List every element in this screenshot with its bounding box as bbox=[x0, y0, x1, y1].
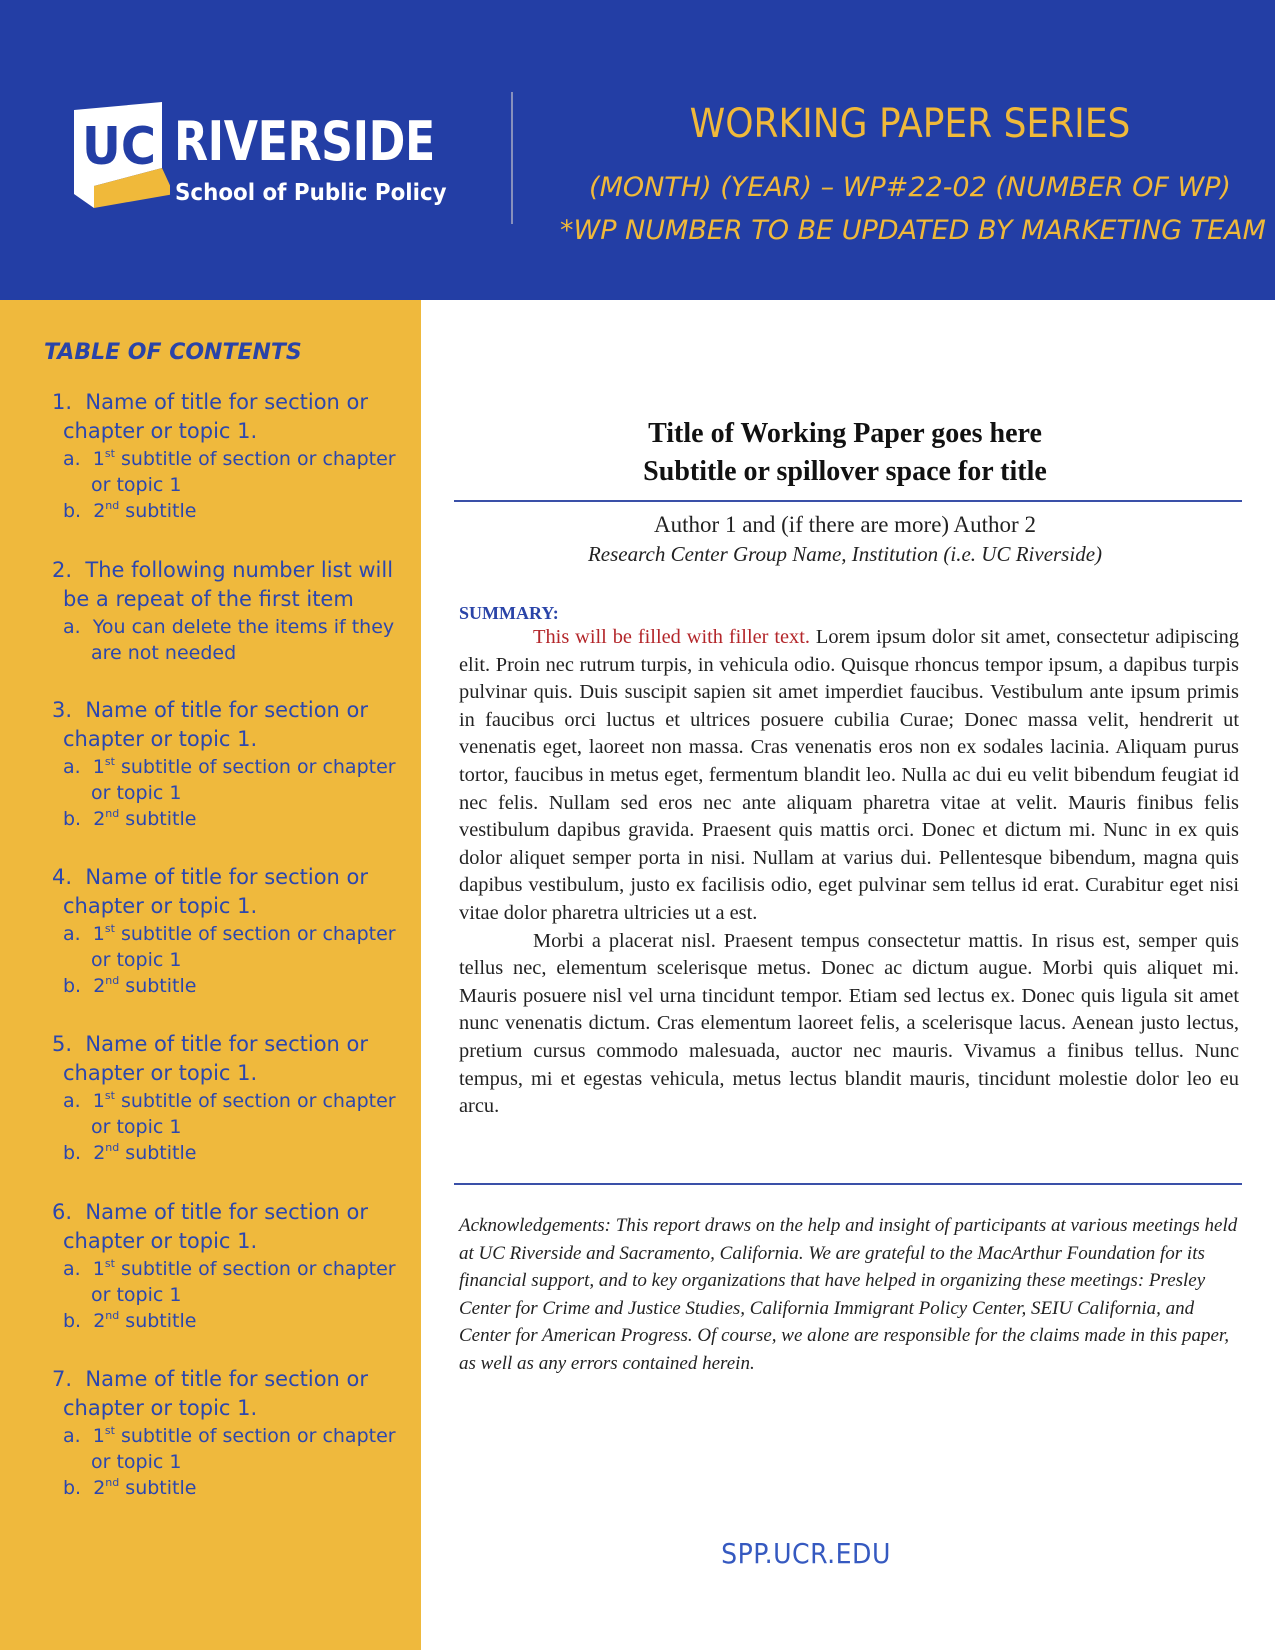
toc-item-continued[interactable] bbox=[63, 1059, 257, 1087]
toc-subitem-text: are not needed bbox=[91, 642, 237, 664]
toc-subitem[interactable] bbox=[63, 806, 196, 832]
toc-item[interactable] bbox=[52, 1198, 368, 1226]
toc-item-continued[interactable] bbox=[63, 1394, 257, 1422]
toc-subitem-letter: a. bbox=[63, 1258, 81, 1280]
toc-subitem[interactable] bbox=[63, 1256, 396, 1282]
header-banner bbox=[0, 0, 1275, 300]
toc-item[interactable] bbox=[52, 556, 393, 584]
ack-rule bbox=[454, 1183, 1242, 1185]
toc-subitem-letter: b. bbox=[63, 1142, 82, 1164]
series-subtitle-line2: *WP NUMBER TO BE UPDATED BY MARKETING TEAM bbox=[560, 215, 1266, 246]
summary-body bbox=[459, 624, 1239, 1121]
toc-subitem-ordinal-suffix: st bbox=[104, 1423, 115, 1437]
toc-subitem-ordinal: 2 bbox=[93, 808, 106, 830]
toc-subitem-letter: b. bbox=[63, 500, 82, 522]
toc-subitem-ordinal: 2 bbox=[93, 1310, 106, 1332]
toc-item-title: Name of title for section or bbox=[85, 1032, 369, 1056]
toc-item-number: 1. bbox=[52, 390, 73, 414]
toc-subitem-text: subtitle of section or chapter bbox=[114, 1425, 396, 1447]
toc-subitem[interactable] bbox=[63, 614, 394, 640]
toc-item-title: Name of title for section or bbox=[85, 1367, 369, 1391]
toc-subitem-letter: b. bbox=[63, 1477, 82, 1499]
series-title: WORKING PAPER SERIES bbox=[689, 101, 1131, 147]
toc-subitem-letter: a. bbox=[63, 616, 81, 638]
toc-item[interactable] bbox=[52, 1030, 368, 1058]
toc-subitem-ordinal-suffix: nd bbox=[105, 806, 120, 820]
toc-item[interactable] bbox=[52, 1365, 368, 1393]
toc-subitem-text: or topic 1 bbox=[91, 474, 182, 496]
toc-subitem-text: or topic 1 bbox=[91, 949, 182, 971]
toc-subitem-text: subtitle of section or chapter bbox=[114, 1090, 396, 1112]
toc-subitem-text: subtitle bbox=[119, 975, 197, 997]
toc-subitem-text: subtitle of section or chapter bbox=[114, 1258, 396, 1280]
toc-subitem-letter: a. bbox=[63, 756, 81, 778]
toc-subitem-continued[interactable] bbox=[91, 780, 181, 806]
toc-subitem-text: subtitle bbox=[119, 808, 197, 830]
toc-subitem-continued[interactable] bbox=[91, 1114, 181, 1140]
toc-subitem[interactable] bbox=[63, 754, 396, 780]
toc-subitem-continued[interactable] bbox=[91, 1282, 181, 1308]
toc-subitem[interactable] bbox=[63, 1308, 196, 1334]
filler-note: This will be filled with filler text. bbox=[533, 626, 811, 648]
toc-item-number: 2. bbox=[52, 558, 73, 582]
toc-subitem-ordinal-suffix: st bbox=[104, 446, 115, 460]
toc-item[interactable] bbox=[52, 696, 368, 724]
paper-subtitle: Subtitle or spillover space for title bbox=[643, 456, 1047, 487]
toc-subitem[interactable] bbox=[63, 1088, 396, 1114]
toc-subitem-ordinal: 1 bbox=[92, 756, 105, 778]
toc-subitem-text: or topic 1 bbox=[91, 1284, 182, 1306]
toc-subitem-ordinal: 1 bbox=[92, 1258, 105, 1280]
toc-subitem-ordinal: 1 bbox=[92, 923, 105, 945]
toc-subitem-ordinal: 2 bbox=[93, 975, 106, 997]
toc-subitem-text: subtitle of section or chapter bbox=[114, 756, 396, 778]
toc-subitem-text: subtitle of section or chapter bbox=[114, 923, 396, 945]
toc-subitem-letter: b. bbox=[63, 1310, 82, 1332]
series-subtitle-line1: (MONTH) (YEAR) – WP#22-02 (NUMBER OF WP) bbox=[589, 172, 1231, 203]
header-divider bbox=[511, 92, 513, 224]
toc-item-title: chapter or topic 1. bbox=[63, 727, 258, 751]
toc-subitem-ordinal-suffix: st bbox=[104, 1088, 115, 1102]
toc-item-number: 7. bbox=[52, 1367, 73, 1391]
toc-subitem-ordinal: 2 bbox=[93, 1142, 106, 1164]
ucr-logo bbox=[74, 102, 447, 214]
toc-item-title: Name of title for section or bbox=[85, 390, 369, 414]
toc-item-continued[interactable] bbox=[63, 417, 257, 445]
toc-item-continued[interactable] bbox=[63, 725, 257, 753]
title-rule bbox=[454, 500, 1242, 502]
toc-subitem-text: or topic 1 bbox=[91, 782, 182, 804]
toc-subitem-ordinal-suffix: nd bbox=[105, 1140, 120, 1154]
paper-affiliation: Research Center Group Name, Institution (i.e. UC Riverside) bbox=[587, 542, 1103, 566]
toc-heading: TABLE OF CONTENTS bbox=[44, 340, 302, 365]
toc-subitem-letter: a. bbox=[63, 1090, 81, 1112]
toc-item-continued[interactable] bbox=[63, 1227, 257, 1255]
toc-subitem-ordinal-suffix: st bbox=[104, 921, 115, 935]
toc-item-title: chapter or topic 1. bbox=[63, 1396, 258, 1420]
toc-subitem[interactable] bbox=[63, 498, 196, 524]
toc-subitem-letter: a. bbox=[63, 1425, 81, 1447]
toc-subitem-ordinal-suffix: st bbox=[104, 1256, 115, 1270]
toc-subitem[interactable] bbox=[63, 1423, 396, 1449]
toc-subitem-continued[interactable] bbox=[91, 947, 181, 973]
toc-subitem-text: subtitle bbox=[119, 1142, 197, 1164]
toc-subitem-ordinal-suffix: nd bbox=[105, 973, 120, 987]
toc-subitem-continued[interactable] bbox=[91, 1449, 181, 1475]
paper-authors: Author 1 and (if there are more) Author 2 bbox=[654, 512, 1036, 537]
toc-item-number: 4. bbox=[52, 865, 73, 889]
toc-subitem[interactable] bbox=[63, 973, 196, 999]
summary-paragraph-1 bbox=[459, 624, 1239, 928]
acknowledgements: Acknowledgements: This report draws on the help and insight of participants at various meetings held at UC Riverside and Sacramento, California. We are grateful to the MacArthur Foundation for its financial support, and to key organizations that have helped in organizing these meetings: Presley Center for Crime and Justice Studies, California Immigrant Policy Center, SEIU California, and Center for American Progress. Of course, we alone are responsible for the claims made in this paper, as well as any errors contained herein. bbox=[459, 1215, 1238, 1374]
toc-subitem[interactable] bbox=[63, 1140, 196, 1166]
toc-subitem-ordinal: 2 bbox=[93, 1477, 106, 1499]
toc-subitem-letter: b. bbox=[63, 975, 82, 997]
toc-subitem-ordinal-suffix: nd bbox=[105, 1475, 120, 1489]
toc-item-number: 5. bbox=[52, 1032, 73, 1056]
toc-subitem-ordinal: 1 bbox=[92, 1425, 105, 1447]
toc-item-continued[interactable] bbox=[63, 892, 257, 920]
toc-item-number: 6. bbox=[52, 1200, 73, 1224]
toc-subitem-ordinal-suffix: nd bbox=[105, 1308, 120, 1322]
toc-subitem-text: subtitle of section or chapter bbox=[114, 448, 396, 470]
toc-subitem[interactable] bbox=[63, 446, 396, 472]
logo-uc-text: UC bbox=[82, 117, 156, 177]
toc-subitem-letter: b. bbox=[63, 808, 82, 830]
toc-subitem-continued[interactable] bbox=[91, 640, 236, 666]
footer-url-link[interactable]: SPP.UCR.EDU bbox=[721, 1537, 891, 1570]
toc-subitem-text: You can delete the items if they bbox=[92, 616, 395, 638]
toc-item-title: Name of title for section or bbox=[85, 865, 369, 889]
toc-subitem[interactable] bbox=[63, 921, 396, 947]
logo-school-text: School of Public Policy bbox=[175, 180, 447, 206]
toc-item-title: chapter or topic 1. bbox=[63, 419, 258, 443]
toc-subitem-text: or topic 1 bbox=[91, 1116, 182, 1138]
toc-subitem-text: subtitle bbox=[119, 1477, 197, 1499]
summary-paragraph-2: Morbi a placerat nisl. Praesent tempus consectetur mattis. In risus est, semper quis tellus nec, elementum scelerisque metus. Donec ac dictum augue. Morbi quis aliquet mi. Mauris posuere nisl vel urna tincidunt tempor. Etiam sed lectus ex. Donec quis ligula sit amet nunc venenatis dictum. Cras elementum laoreet felis, a scelerisque lacus. Aenean justo lectus, pretium cursus commodo malesuada, auctor nec mauris. Vivamus a finibus tellus. Nunc tempus, mi et egestas vehicula, metus lectus blandit mauris, tincidunt molestie dolor leo eu arcu. bbox=[459, 929, 1239, 1118]
paragraph-1-text: Lorem ipsum dolor sit amet, consectetur adipiscing elit. Proin nec rutrum turpis, in vehicula odio. Quisque rhoncus tempor ipsum, a dapibus turpis pulvinar quis. Duis suscipit sapien sit amet imperdiet faucibus. Vestibulum ante ipsum primis in faucibus orci luctus et ultrices posuere cubilia Curae; Donec massa velit, hendrerit ut venenatis eget, laoreet non massa. Cras venenatis eros non ex sodales lacinia. Aliquam purus tortor, faucibus in metus eget, fermentum blandit leo. Nulla ac dui eu velit bibendum feugiat id nec felis. Nullam sed eros nec ante aliquam pharetra vitae at velit. Mauris finibus felis vestibulum dapibus gravida. Praesent quis mattis orci. Donec et dictum mi. Nunc in ex quis dolor aliquet semper porta in nisi. Nullam at varius dui. Pellentesque bibendum, magna quis dapibus vestibulum, justo ex facilisis odio, eget pulvinar sem tellus id erat. Curabitur eget nisi vitae dolor pharetra ultricies ut a est. bbox=[459, 626, 1240, 924]
toc-item[interactable] bbox=[52, 863, 368, 891]
toc-item-title: Name of title for section or bbox=[85, 698, 369, 722]
toc-subitem-ordinal: 2 bbox=[93, 500, 106, 522]
toc-item-title: chapter or topic 1. bbox=[63, 1229, 258, 1253]
toc-subitem-text: or topic 1 bbox=[91, 1451, 182, 1473]
toc-subitem[interactable] bbox=[63, 1475, 196, 1501]
toc-item-title: be a repeat of the first item bbox=[63, 587, 354, 611]
toc-subitem-ordinal-suffix: nd bbox=[105, 498, 120, 512]
toc-subitem-text: subtitle bbox=[119, 1310, 197, 1332]
toc-item-title: chapter or topic 1. bbox=[63, 1061, 258, 1085]
paper-title: Title of Working Paper goes here bbox=[648, 418, 1042, 449]
toc-item-title: Name of title for section or bbox=[85, 1200, 369, 1224]
toc-subitem-text: subtitle bbox=[119, 500, 197, 522]
toc-subitem-ordinal-suffix: st bbox=[104, 754, 115, 768]
toc-subitem-continued[interactable] bbox=[91, 472, 181, 498]
toc-item-continued[interactable] bbox=[63, 585, 354, 613]
toc-subitem-ordinal: 1 bbox=[92, 1090, 105, 1112]
toc-subitem-letter: a. bbox=[63, 923, 81, 945]
toc-subitem-ordinal: 1 bbox=[92, 448, 105, 470]
toc-item-number: 3. bbox=[52, 698, 73, 722]
toc-item-title: The following number list will bbox=[85, 558, 394, 582]
logo-riverside-text: RIVERSIDE bbox=[174, 110, 435, 173]
toc-item[interactable] bbox=[52, 388, 368, 416]
toc-subitem-letter: a. bbox=[63, 448, 81, 470]
summary-label: SUMMARY: bbox=[459, 603, 559, 623]
ucr-shield-icon bbox=[74, 102, 170, 208]
toc-item-title: chapter or topic 1. bbox=[63, 894, 258, 918]
